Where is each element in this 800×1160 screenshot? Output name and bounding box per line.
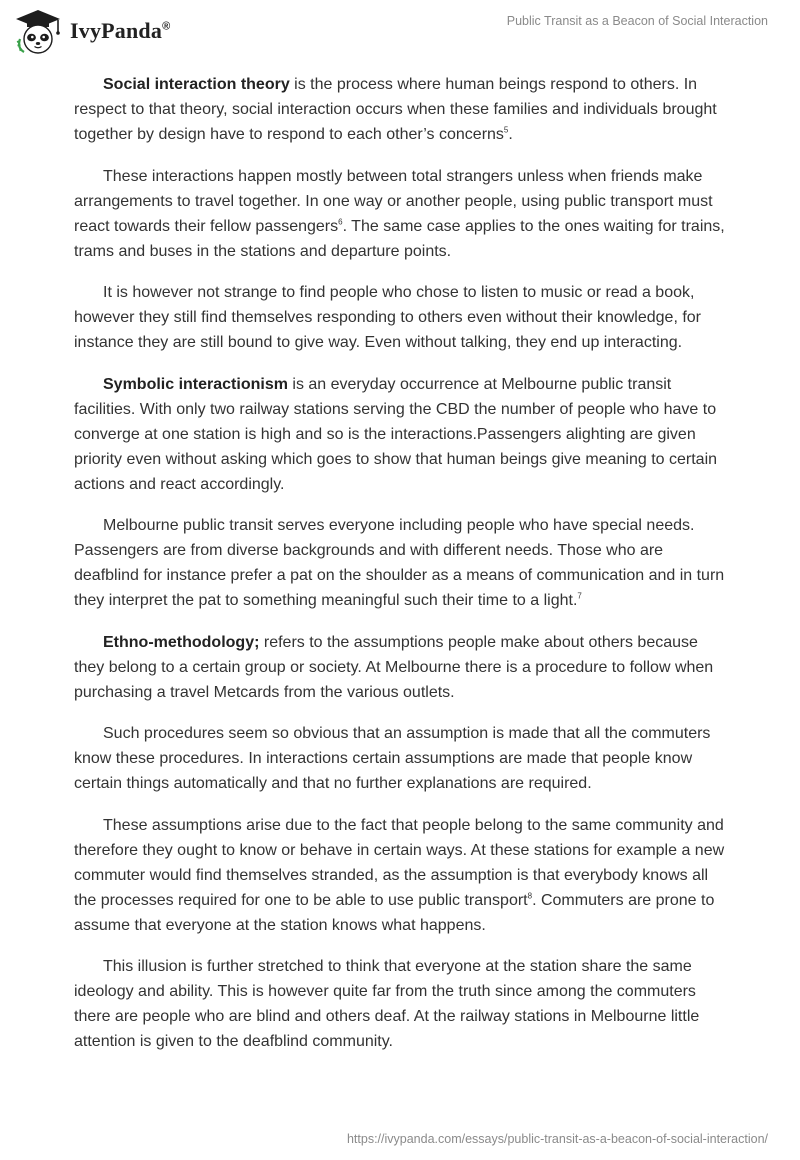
paragraph-8	[74, 813, 730, 938]
paragraph-1	[74, 72, 730, 147]
paragraph-text-end: . The same case applies to the ones waiting for trains, trams and buses in the stations and departure points.	[74, 217, 725, 260]
paragraph-text: These assumptions arise due to the fact that people belong to the same community and therefore they ought to know or behave in certain ways. At these stations for example a new commuter would find themselves stranded, as the assumption is that everybody knows all the processes required for one to be able to use public transport	[74, 816, 725, 909]
term-social-interaction-theory: Social interaction theory	[103, 76, 290, 93]
paragraph-text: refers to the assumptions people make about others because they belong to a certain group or society. At Melbourne there is a procedure to follow when purchasing a travel Metcards from the various outlets.	[74, 633, 714, 701]
paragraph-2	[74, 164, 730, 264]
source-url-link[interactable]: https://ivypanda.com/essays/public-transit-as-a-beacon-of-social-interaction/	[346, 1132, 768, 1146]
paragraph-7	[74, 721, 730, 796]
paragraph-5	[74, 513, 730, 613]
paragraph-4	[74, 372, 730, 497]
paragraph-text: These interactions happen mostly between total strangers unless when friends make arrangements to travel together. In one way or another people, using public transport must react towards their fellow passengers	[74, 167, 713, 235]
paragraph-text-end: . Commuters are prone to assume that everyone at the station knows what happens.	[74, 891, 715, 934]
registered-mark: ®	[162, 20, 171, 33]
footnote-ref-7[interactable]: 7	[577, 591, 582, 601]
paragraph-text-end: .	[508, 126, 513, 143]
paragraph-text: Such procedures seem so obvious that an assumption is made that all the commuters know these procedures. In interactions certain assumptions are made that people know certain things automatically and that no further explanations are required.	[74, 725, 711, 792]
paragraph-text: This illusion is further stretched to think that everyone at the station share the same ideology and ability. This is however quite far from the truth since among the commuters there are people who are blind and others deaf. At the railway stations in Melbourne little attention is given to the deafblind community.	[74, 958, 700, 1050]
paragraph-text: is an everyday occurrence at Melbourne public transit facilities. With only two railway stations serving the CBD the number of people who have to converge at one station is high and so is the interactions.Passengers alighting are given priority even without asking which goes to show that human beings give meaning to certain actions and react accordingly.	[74, 375, 718, 493]
brand-name: IvyPanda®	[70, 18, 171, 43]
footnote-ref-8[interactable]: 8	[527, 891, 533, 901]
footnote-ref-5[interactable]: 5	[503, 125, 509, 135]
paragraph-3	[74, 280, 730, 355]
page-header	[0, 0, 800, 62]
paragraph-6	[74, 630, 730, 705]
paragraph-text: is the process where human beings respond to others. In respect to that theory, social interaction occurs when these families and individuals brought together by design have to respond to each other’s concerns	[74, 76, 717, 143]
essay-body	[74, 72, 730, 1071]
document-title: Public Transit as a Beacon of Social Interaction	[506, 14, 768, 28]
term-ethno-methodology: Ethno-methodology;	[103, 633, 260, 651]
term-symbolic-interactionism: Symbolic interactionism	[103, 375, 288, 393]
paragraph-text: It is however not strange to find people who chose to listen to music or read a book, however they still find themselves responding to others even without their knowledge, for instance they are still bound to give way. Even without talking, they end up interacting.	[74, 284, 702, 351]
panda-graduate-icon	[14, 8, 62, 54]
paragraph-9	[74, 954, 730, 1054]
paragraph-text: Melbourne public transit serves everyone including people who have special needs. Passengers are from diverse backgrounds and with different needs. Those who are deafblind for instance prefer a pat on the shoulder as a means of communication and in turn they interpret the pat to something meaningful such their time to a light.	[74, 517, 725, 609]
footnote-ref-6[interactable]: 6	[338, 217, 343, 227]
logo[interactable]	[14, 8, 170, 54]
